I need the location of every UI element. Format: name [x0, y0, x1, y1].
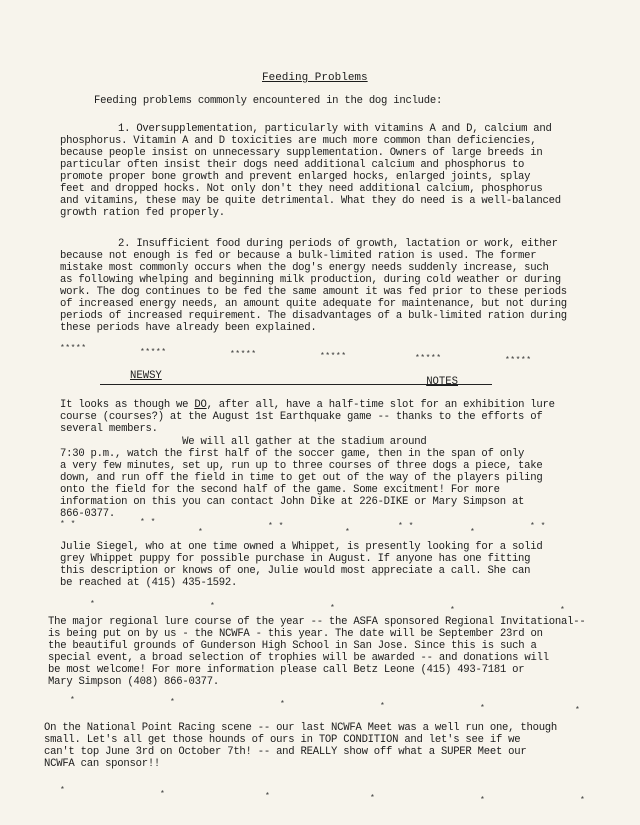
news1-line: information on this you can contact John Dike at 226-DIKE or Mary Simpson at — [60, 496, 525, 508]
news1-line: several members. — [60, 423, 158, 435]
star-mark: * — [330, 604, 336, 613]
star-mark: * — [265, 792, 271, 801]
para1-line: feet and dropped hocks. Not only don't they need additional calcium, phosphorus — [60, 183, 543, 195]
news1-line: We will all gather at the stadium around — [60, 436, 427, 448]
star-mark: * — [480, 796, 486, 805]
para1-line: and vitamins, these may be quite detrimental. What they do need is a well-balanced — [60, 195, 561, 207]
news3-line: The major regional lure course of the year -- the ASFA sponsored Regional Invitational-- — [48, 616, 586, 628]
news1-line: a very few minutes, set up, run up to three courses of three dogs a piece, take — [60, 460, 543, 472]
para1-line: growth ration fed properly. — [60, 207, 225, 219]
star-mark: * * — [398, 522, 414, 531]
news1-text: , after all, have a half-time slot for an exhibition lure — [206, 399, 555, 411]
divider-stars: ***** — [140, 348, 167, 357]
star-mark: * * — [60, 520, 76, 529]
para2-line: of increased energy needs, an amount quite adequate for maintenance, but not during — [60, 298, 567, 310]
star-mark: * — [380, 702, 386, 711]
news1-text: It looks as though we — [60, 399, 195, 411]
star-mark: * — [370, 794, 376, 803]
divider-stars: ***** — [320, 352, 347, 361]
star-mark: * — [70, 696, 76, 705]
para2-line: mistake most commonly occurs when the dog's energy needs suddenly increase, such — [60, 262, 549, 274]
news1-line: onto the field for the second half of the game. Some excitment! For more — [60, 484, 500, 496]
para1-line: because people insist on unnecessary supplementation. Owners of large breeds in — [60, 147, 543, 159]
divider-stars: ***** — [60, 344, 87, 353]
star-mark: * — [345, 528, 351, 537]
news1-line — [60, 399, 555, 411]
para1-line: 1. Oversupplementation, particularly with vitamins A and D, calcium and — [118, 123, 552, 135]
news2-line: Julie Siegel, who at one time owned a Whippet, is presently looking for a solid — [60, 541, 543, 553]
star-mark: * — [60, 786, 66, 795]
para2-line: work. The dog continues to be fed the same amount it was fed prior to these periods — [60, 286, 567, 298]
star-mark: * * — [268, 522, 284, 531]
news1-line: 7:30 p.m., watch the first half of the soccer game, then in the span of only — [60, 448, 525, 460]
star-mark: * — [480, 704, 486, 713]
para1-line: particular often insist their dogs need additional calcium and phosphorus to — [60, 159, 525, 171]
page-title: Feeding Problems — [262, 72, 368, 84]
news4-line: small. Let's all get those hounds of ours in TOP CONDITION and let's see if we — [44, 734, 521, 746]
news4-line: On the National Point Racing scene -- our last NCWFA Meet was a well run one, though — [44, 722, 558, 734]
star-mark: * * — [530, 522, 546, 531]
news1-line: course (courses?) at the August 1st Earthquake game -- thanks to the efforts of — [60, 411, 543, 423]
news4-line: can't top June 3rd on October 7th! -- and REALLY show off what a SUPER Meet our — [44, 746, 527, 758]
star-mark: * — [90, 600, 96, 609]
para1-line: promote proper bone growth and prevent enlarged hocks, enlarged joints, splay — [60, 171, 531, 183]
star-mark: * — [580, 796, 586, 805]
divider-stars: ***** — [230, 350, 257, 359]
newsy-notes-header — [100, 368, 492, 388]
news3-line: be most welcome! For more information please call Betz Leone (415) 493-7181 or — [48, 664, 525, 676]
intro-text: Feeding problems commonly encountered in the dog include: — [94, 95, 443, 107]
star-mark: * — [210, 602, 216, 611]
star-mark: * * — [140, 518, 156, 527]
section-header-left: NEWSY — [130, 370, 162, 382]
news2-line: grey Whippet puppy for possible purchase in August. If anyone has one fitting — [60, 553, 531, 565]
para2-line: 2. Insufficient food during periods of growth, lactation or work, either — [118, 238, 558, 250]
news1-line: down, and run off the field in time to get out of the way of the players piling — [60, 472, 543, 484]
section-header-right: NOTES — [426, 376, 458, 388]
news3-line: is being put on by us - the NCWFA - this year. The date will be September 23rd on — [48, 628, 543, 640]
news3-line: Mary Simpson (408) 866-0377. — [48, 676, 220, 688]
news3-line: the beautiful grounds of Gunderson High School in San Jose. Since this is such a — [48, 640, 537, 652]
news4-line: NCWFA can sponsor!! — [44, 758, 161, 770]
divider-stars: ***** — [415, 354, 442, 363]
star-mark: * — [170, 698, 176, 707]
news2-line: this description or knows of one, Julie would most appreciate a call. She can — [60, 565, 531, 577]
star-mark: * — [450, 606, 456, 615]
star-mark: * — [160, 790, 166, 799]
star-mark: * — [575, 706, 581, 715]
para2-line: periods of increased requirement. The disadvantages of a bulk-limited ration during — [60, 310, 567, 322]
news3-line: special event, a broad selection of trophies will be awarded -- and donations will — [48, 652, 549, 664]
news1-line: 866-0377. — [60, 508, 115, 520]
star-mark: * — [560, 606, 566, 615]
star-mark: * — [198, 528, 204, 537]
para1-line: phosphorus. Vitamin A and D toxicities are much more common than deficiencies, — [60, 135, 537, 147]
divider-stars: ***** — [505, 356, 532, 365]
para2-line: as following whelping and beginning milk production, during cold weather or during — [60, 274, 561, 286]
para2-line: these periods have already been explained. — [60, 322, 317, 334]
star-mark: * — [280, 700, 286, 709]
news1-emphasis: DO — [194, 399, 207, 411]
para2-line: because not enough is fed or because a bulk-limited ration is used. The former — [60, 250, 537, 262]
star-mark: * — [470, 528, 476, 537]
news2-line: be reached at (415) 435-1592. — [60, 577, 238, 589]
